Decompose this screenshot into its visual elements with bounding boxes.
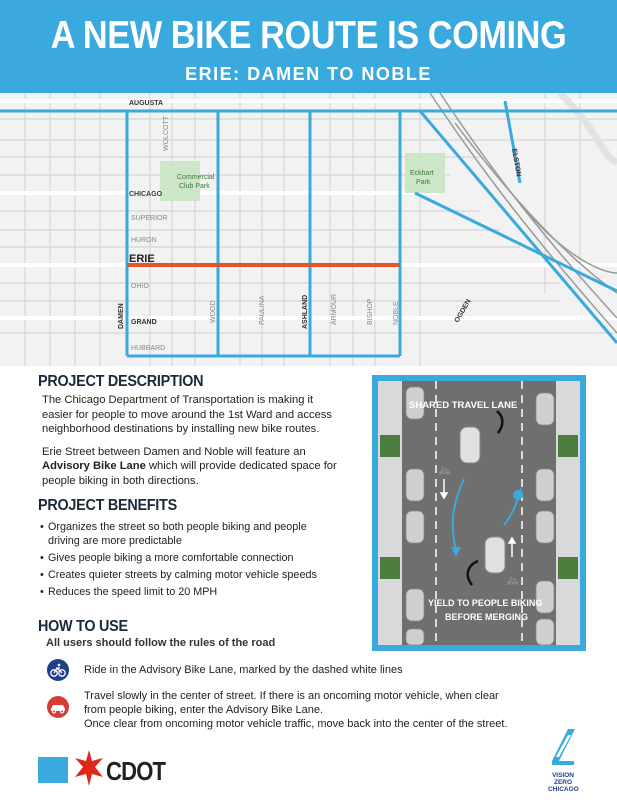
benefit-item: • Reduces the speed limit to 20 MPH <box>40 585 360 599</box>
benefit-item: • Gives people biking a more comfortable connection <box>40 551 360 565</box>
label-eckhart-1: Eckhart <box>410 170 434 177</box>
commercial-club-park <box>160 161 200 201</box>
car-instruction: Travel slowly in the center of street. If there is an oncoming motor vehicle, when clear from people biking, enter the Advisory Bike Lane. Once clear from oncoming motor vehicle traffic, move back into the center of the street. <box>84 690 508 730</box>
project-description-heading: PROJECT DESCRIPTION <box>38 373 204 390</box>
bike-icon: 🚲 <box>438 463 452 476</box>
benefit-item: • Creates quieter streets by calming motor vehicle speeds <box>40 568 360 582</box>
benefit-item: • Organizes the street so both people biking and people driving are more predictable <box>40 520 360 548</box>
label-damen: DAMEN <box>118 303 125 329</box>
route-map-svg <box>0 93 617 366</box>
tree-icon <box>380 435 400 457</box>
tree-icon <box>380 557 400 579</box>
label-chicago: CHICAGO <box>129 191 163 198</box>
route-map <box>0 93 617 366</box>
yield-label-1: YIELD TO PEOPLE BIKING <box>428 598 543 608</box>
label-paulina: PAULINA <box>259 295 266 325</box>
chicago-star-icon <box>74 750 104 786</box>
vision-zero-logo <box>548 727 578 793</box>
advisory-bike-lane-bold: Advisory Bike Lane <box>42 460 146 472</box>
label-ashland: ASHLAND <box>302 294 309 329</box>
vz-line-2: ZERO <box>553 779 573 786</box>
footer-blue-box <box>38 757 68 783</box>
bike-instruction: Ride in the Advisory Bike Lane, marked by the dashed white lines <box>84 664 403 676</box>
car-icon <box>485 537 505 573</box>
label-commercial-2: Club Park <box>179 183 210 190</box>
desc-line-3: neighborhood destinations by installing new bike routes. <box>42 423 320 435</box>
label-armour: ARMOUR <box>331 293 338 325</box>
label-erie: ERIE <box>129 253 155 265</box>
label-wolcott: WOLCOTT <box>163 116 170 151</box>
label-huron: HURON <box>131 237 157 244</box>
bike-icon <box>47 659 69 681</box>
vision-zero-icon <box>548 727 578 767</box>
page-title: A NEW BIKE ROUTE IS COMING <box>50 14 567 57</box>
tree-icon <box>558 557 578 579</box>
label-bishop: BISHOP <box>367 298 374 325</box>
shared-lane-label: SHARED TRAVEL LANE <box>409 400 518 411</box>
cdot-logo-text: CDOT <box>106 756 166 786</box>
yield-label-2: BEFORE MERGING <box>445 612 529 622</box>
how-to-use-heading: HOW TO USE <box>38 618 128 635</box>
desc-line-6: people biking in both directions. <box>42 474 199 487</box>
label-eckhart-2: Park <box>416 179 431 186</box>
desc-line-1: The Chicago Department of Transportation is making it <box>42 394 314 406</box>
car-icon <box>460 427 480 463</box>
diagram-svg <box>372 375 586 651</box>
label-noble: NOBLE <box>393 301 400 325</box>
benefits-list <box>40 520 360 602</box>
label-wood: WOOD <box>210 300 217 323</box>
how-to-use-subheading: All users should follow the rules of the road <box>46 637 276 649</box>
project-benefits-heading: PROJECT BENEFITS <box>38 497 177 514</box>
label-augusta: AUGUSTA <box>129 100 164 107</box>
vz-line-3: CHICAGO <box>548 786 579 793</box>
vz-line-1: VISION <box>551 772 575 779</box>
header-banner <box>0 0 617 93</box>
label-grand: GRAND <box>131 319 157 326</box>
project-description-text <box>42 393 372 488</box>
page-subtitle: ERIE: DAMEN TO NOBLE <box>185 64 432 84</box>
label-hubbard: HUBBARD <box>131 345 166 352</box>
desc-line-5: Advisory Bike Lane which will provide dedicated space for <box>42 460 337 472</box>
car-icon <box>47 696 69 718</box>
label-commercial-1: Commercial <box>177 174 215 181</box>
desc-line-4: Erie Street between Damen and Noble will feature an <box>42 445 306 458</box>
label-ohio: OHIO <box>131 283 149 290</box>
label-superior: SUPERIOR <box>131 215 168 222</box>
tree-icon <box>558 435 578 457</box>
label-elston: ELSTON <box>510 148 522 178</box>
bike-icon: 🚲 <box>506 573 520 586</box>
label-ogden: OGDEN <box>453 298 473 324</box>
advisory-lane-diagram <box>372 375 586 651</box>
desc-line-2: easier for people to move around the 1st Ward and access <box>42 408 333 421</box>
